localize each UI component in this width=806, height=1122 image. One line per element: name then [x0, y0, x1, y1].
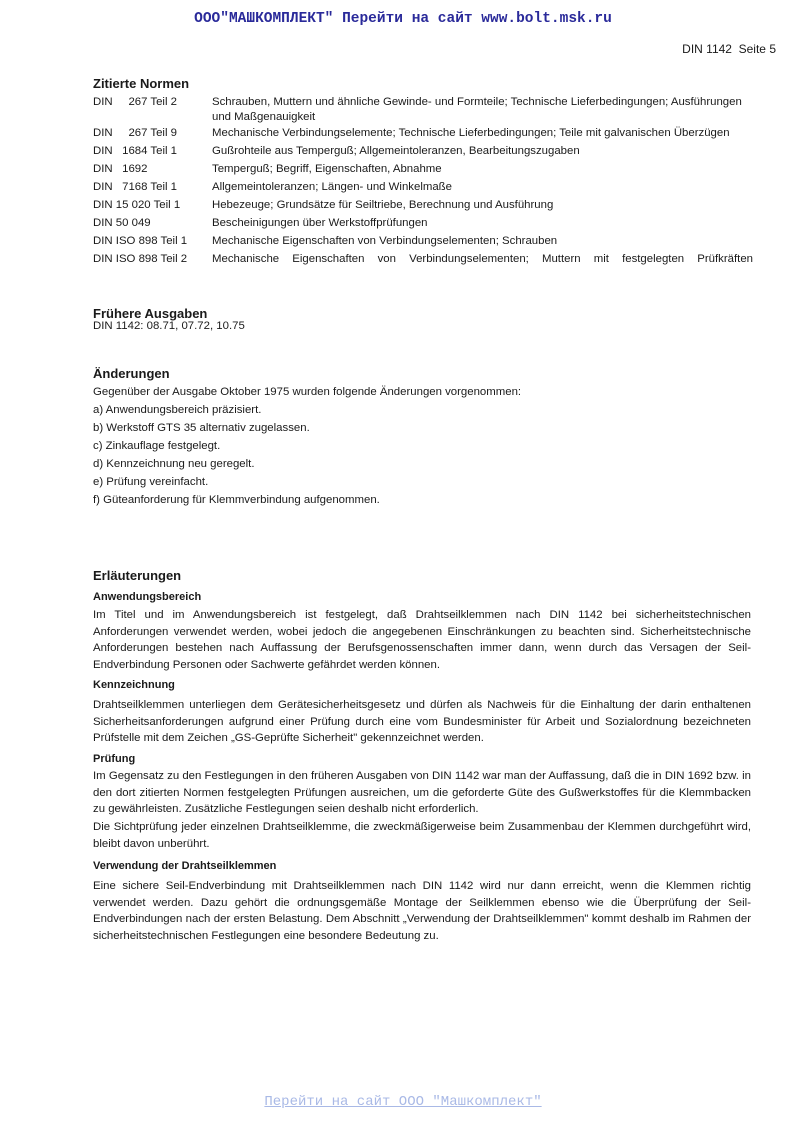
- norm-description: Hebezeuge; Grundsätze für Seiltriebe, Berechnung und Ausführung: [212, 199, 554, 211]
- heading-fruehere-ausgaben: Frühere Ausgaben: [93, 306, 208, 321]
- norm-number: DIN ISO 898 Teil 2: [93, 253, 188, 265]
- heading-pruefung: Prüfung: [93, 753, 136, 765]
- norm-number: DIN 1692: [93, 163, 148, 175]
- page-reference: DIN 1142 Seite 5: [682, 42, 776, 56]
- normen-row: [93, 95, 753, 125]
- normen-row: [93, 144, 753, 159]
- norm-description: Gußrohteile aus Temperguß; Allgemeintoleranzen, Bearbeitungszugaben: [212, 145, 580, 157]
- norm-description: Temperguß; Begriff, Eigenschaften, Abnahme: [212, 163, 442, 175]
- site-link-top[interactable]: ООО"МАШКОМПЛЕКТ" Перейти на сайт www.bolt.msk.ru: [194, 11, 612, 27]
- aenderung-item: a) Anwendungsbereich präzisiert.: [93, 404, 262, 416]
- norm-description: Mechanische Verbindungselemente; Technische Lieferbedingungen; Teile mit galvanischen Überzügen: [212, 127, 730, 139]
- norm-number: DIN 50 049: [93, 217, 151, 229]
- fruehere-ausgaben-text: DIN 1142: 08.71, 07.72, 10.75: [93, 320, 245, 332]
- anwendungsbereich-text: Im Titel und im Anwendungsbereich ist festgelegt, daß Drahtseilklemmen nach DIN 1142 bei sicherheitstechnischen Anforderungen verwendet werden, wobei jedoch die angegebenen Einschränkungen zu beachten sind. Sicherheitstechnische Anforderungen bestehen nach Auffassung der Berufsgenossenschaften immer dann, wenn durch das Versagen der Seil-Endverbindung Personen oder Sachwerte gefährdet werden können.: [93, 609, 751, 671]
- aenderung-item: d) Kennzeichnung neu geregelt.: [93, 458, 255, 470]
- normen-row: [93, 234, 753, 249]
- aenderung-item: c) Zinkauflage festgelegt.: [93, 440, 221, 452]
- norm-number: DIN ISO 898 Teil 1: [93, 235, 188, 247]
- pruefung-text-2: Die Sichtprüfung jeder einzelnen Drahtseilklemme, die zweckmäßigerweise beim Zusammenbau der Klemmen durchgeführt wird, bleibt davon unberührt.: [93, 821, 751, 850]
- heading-aenderungen: Änderungen: [93, 366, 170, 381]
- aenderung-item: f) Güteanforderung für Klemmverbindung aufgenommen.: [93, 494, 380, 506]
- norm-description: Mechanische Eigenschaften von Verbindungselementen; Muttern mit festgelegten Prüfkräften: [212, 253, 753, 265]
- normen-row: [93, 252, 753, 267]
- norm-number: DIN 267 Teil 9: [93, 127, 177, 139]
- normen-row: [93, 180, 753, 195]
- normen-row: [93, 216, 753, 231]
- heading-zitierte-normen: Zitierte Normen: [93, 76, 190, 91]
- aenderung-item: b) Werkstoff GTS 35 alternativ zugelassen.: [93, 422, 310, 434]
- normen-row: [93, 198, 753, 213]
- verwendung-text: Eine sichere Seil-Endverbindung mit Drahtseilklemmen nach DIN 1142 wird nur dann erreicht, wenn die Klemmen richtig verwendet werden. Dazu gehört die ordnungsgemäße Montage der Seilklemmen ebenso wie die Überprüfung der Seil-Endverbindungen nach der ersten Belastung. Dem Abschnitt „Verwendung der Drahtseilklemmen" kommt deshalb im Rahmen der sicherheitstechnischen Festlegungen eine besondere Bedeutung zu.: [93, 880, 751, 942]
- norm-description: Bescheinigungen über Werkstoffprüfungen: [212, 217, 428, 229]
- kennzeichnung-text: Drahtseilklemmen unterliegen dem Gerätesicherheitsgesetz und dürfen als Nachweis für die Einhaltung der darin enthaltenen Sicherheitsanforderungen aufgrund einer Prüfung durch eine vom Bundesminister für Arbeit und Sozialordnung bezeichneten Prüfstelle mit dem Zeichen „GS-Geprüfte Sicherheit" gekennzeichnet werden.: [93, 699, 751, 745]
- norm-description: Allgemeintoleranzen; Längen- und Winkelmaße: [212, 181, 452, 193]
- normen-row: [93, 162, 753, 177]
- norm-number: DIN 15 020 Teil 1: [93, 199, 181, 211]
- norm-number: DIN 7168 Teil 1: [93, 181, 177, 193]
- heading-kennzeichnung: Kennzeichnung: [93, 679, 175, 691]
- normen-row: [93, 126, 753, 141]
- aenderung-item: e) Prüfung vereinfacht.: [93, 476, 209, 488]
- heading-anwendungsbereich: Anwendungsbereich: [93, 591, 202, 603]
- norm-number: DIN 267 Teil 2: [93, 96, 177, 108]
- norm-number: DIN 1684 Teil 1: [93, 145, 177, 157]
- aenderungen-intro: Gegenüber der Ausgabe Oktober 1975 wurden folgende Änderungen vorgenommen:: [93, 386, 522, 398]
- norm-description: Schrauben, Muttern und ähnliche Gewinde- und Formteile; Technische Lieferbedingungen; Ausführungen und Maßgenauigkeit: [212, 96, 742, 123]
- heading-erlaeuterungen: Erläuterungen: [93, 568, 182, 583]
- site-link-footer[interactable]: Перейти на сайт ООО "Машкомплект": [264, 1094, 542, 1110]
- heading-verwendung: Verwendung der Drahtseilklemmen: [93, 860, 277, 872]
- norm-description: Mechanische Eigenschaften von Verbindungselementen; Schrauben: [212, 235, 558, 247]
- pruefung-text-1: Im Gegensatz zu den Festlegungen in den früheren Ausgaben von DIN 1142 war man der Auffassung, daß die in DIN 1692 bzw. in den dort zitierten Normen festgelegten Prüfungen ausreichen, um die geforderte Güte des Gußwerkstoffes für die Klemmbacken zu gewährleisten. Zusätzliche Festlegungen seien deshalb nicht erforderlich.: [93, 770, 751, 816]
